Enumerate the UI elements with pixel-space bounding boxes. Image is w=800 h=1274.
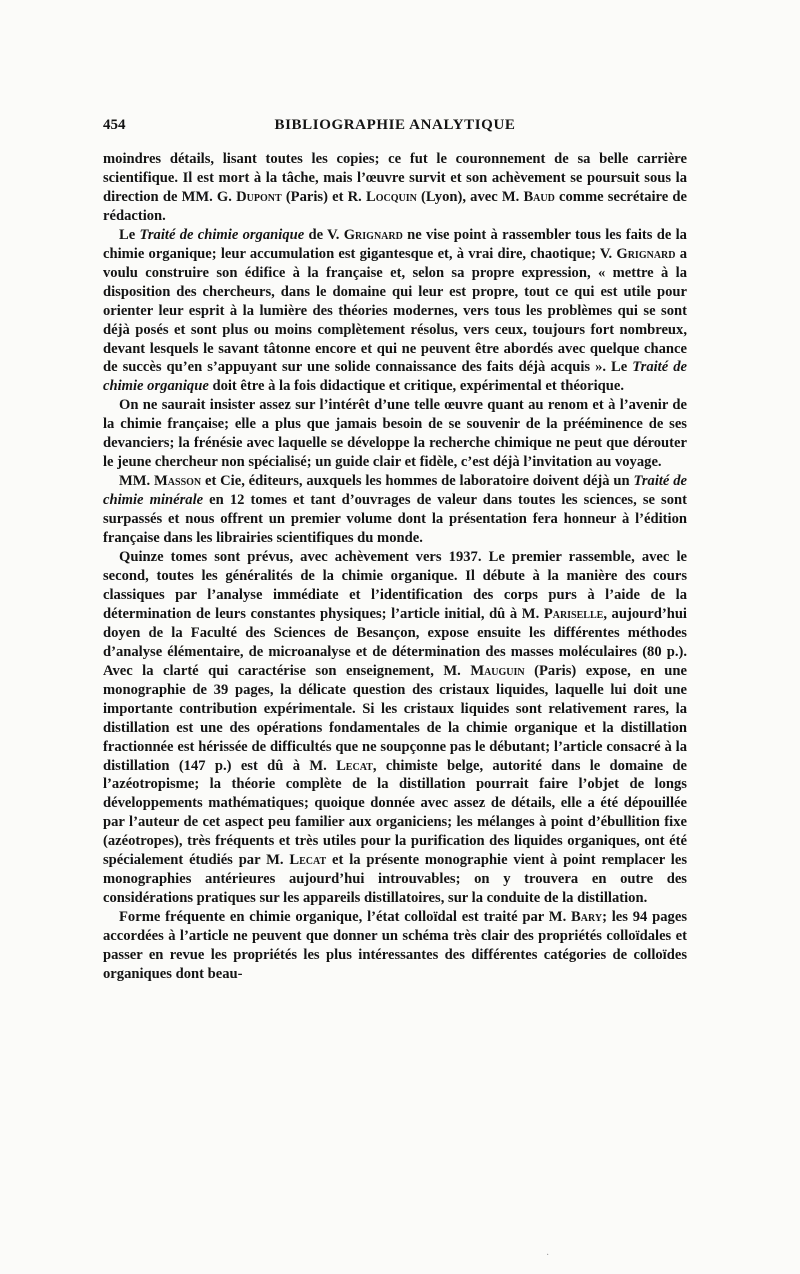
text-run: , chimiste belge, autorité dans le domaine de l’azéotropisme; la théorie complète de la distillation pourrait faire l’objet de longs développements mathématiques; quoique donnée avec assez de détails, elle a été dépouillée par l’auteur de cet aspect peu familier aux organiciens; les mélanges à point d’ébullition fixe (azéotropes), très fréquents et très utiles pour la purification des liquides organiques, ont été spécialement étudiés par M. bbox=[103, 757, 687, 869]
text-run: (Paris) et R. bbox=[281, 188, 366, 205]
book-title: Traité de chimie organique bbox=[139, 226, 305, 243]
author-name: Locquin bbox=[365, 188, 417, 205]
text-run: MM. bbox=[119, 473, 155, 490]
body-text bbox=[103, 150, 687, 984]
paragraph bbox=[103, 472, 687, 548]
book-title: Traité de chimie minérale bbox=[103, 473, 687, 509]
text-run: On ne saurait insister assez sur l’intérêt d’une telle œuvre quant au renom et à l’avenir de la chimie française; elle a plus que jamais besoin de se souvenir de la prééminence de ses devanciers; la frénésie avec laquelle se développe la recherche chimique ne peut que dérouter le jeune chercheur non spécialisé; un guide clair et fidèle, c’est déjà l’invitation au voyage. bbox=[103, 397, 687, 471]
text-run: a voulu construire son édifice à la française et, selon sa propre expression, « mettre à la disposition des chercheurs, dans le domaine qui leur est propre, tout ce qui est utile pour orienter leur esprit à la lumière des théories modernes, vers tous les problèmes qui se sont déjà posés et sont plus ou moins complètement résolus, vers ceux, toujours fort nombreux, devant lesquels le savant tâtonne encore et qui ne peuvent être abordés avec quelque chance de succès qu’en s’appuyant sur une solide connaissance des faits déjà acquis ». Le bbox=[103, 245, 687, 376]
author-name: Bary bbox=[571, 909, 603, 926]
scan-speck: · bbox=[546, 1250, 550, 1261]
page-number: 454 bbox=[103, 117, 126, 133]
text-run: Quinze tomes sont prévus, avec achèvement vers 1937. Le premier rassemble, avec le second, toutes les généralités de la chimie organique. Il débute à la manière des cours classiques par l’analyse immédiate et l’identification des corps purs à l’aide de la détermination de leurs constantes physiques; l’article initial, dû à M. bbox=[103, 549, 687, 622]
author-name: Masson bbox=[154, 473, 202, 490]
author-name: Dupont bbox=[236, 188, 282, 205]
text-run: de V. bbox=[304, 226, 344, 243]
paragraph bbox=[103, 548, 687, 908]
text-run: , aujourd’hui doyen de la Faculté des Sciences de Besançon, expose ensuite les différentes méthodes d’analyse élémentaire, de microanalyse et de détermination des masses moléculaires (80 p.). Avec la clarté qui caractérise son enseignement, M. bbox=[103, 605, 687, 679]
text-run: Forme fréquente en chimie organique, l’état colloïdal est traité par M. bbox=[119, 909, 572, 926]
text-run: Le bbox=[119, 226, 140, 243]
book-title: Traité de chimie organique bbox=[103, 359, 687, 395]
text-run: et la présente monographie vient à point remplacer les monographies antérieures aujourd’hui introuvables; on y trouvera en outre des considérations pratiques sur les appareils distillatoires, sur la conduite de la distillation. bbox=[103, 852, 687, 907]
text-run: ne vise point à rassembler tous les faits de la chimie organique; leur accumulation est gigantesque et, à vrai dire, chaotique; V. bbox=[103, 226, 687, 262]
text-run: et Cie, éditeurs, auxquels les hommes de laboratoire doivent déjà un bbox=[201, 473, 634, 490]
page-header bbox=[103, 117, 687, 139]
author-name: Grignard bbox=[616, 245, 676, 262]
text-run: doit être à la fois didactique et critique, expérimental et théorique. bbox=[208, 378, 624, 395]
paragraph bbox=[103, 396, 687, 472]
paragraph bbox=[103, 226, 687, 397]
author-name: Mauguin bbox=[470, 662, 525, 679]
author-name: Lecat bbox=[336, 757, 373, 774]
text-run: ; les 94 pages accordées à l’article ne peuvent que donner un schéma très clair des propriétés colloïdales et passer en revue les propriétés les plus intéressantes des différentes catégories de colloïdes organiques dont beau- bbox=[103, 909, 687, 982]
author-name: Grignard bbox=[343, 226, 403, 243]
text-run: (Lyon), avec M. bbox=[416, 188, 524, 205]
author-name: Lecat bbox=[289, 852, 327, 869]
text-run: en 12 tomes et tant d’ouvrages de valeur dans toutes les sciences, se sont surpassés et nous offrent un premier volume dont la présentation fera honneur à l’édition française dans les librairies scientifiques du monde. bbox=[103, 492, 687, 547]
text-run: comme secrétaire de rédaction. bbox=[103, 188, 687, 224]
author-name: Pariselle bbox=[543, 605, 604, 622]
paragraph bbox=[103, 150, 687, 226]
text-run: (Paris) expose, en une monographie de 39 pages, la délicate question des cristaux liquides, laquelle lui doit une importante contribution expérimentale. Si les cristaux liquides sont relativement rares, la distillation est une des opérations fondamentales de la chimie organique et la distillation fractionnée est hérissée de difficultés que ne soupçonne pas le débutant; l’article consacré à la distillation (147 p.) est dû à M. bbox=[103, 662, 687, 774]
running-title: BIBLIOGRAPHIE ANALYTIQUE bbox=[274, 117, 516, 133]
author-name: Baud bbox=[523, 188, 555, 205]
text-run: moindres détails, lisant toutes les copies; ce fut le couronnement de sa belle carrière scientifique. Il est mort à la tâche, mais l’œuvre survit et son achèvement se poursuit sous la direction de MM. G. bbox=[103, 151, 687, 205]
paragraph bbox=[103, 908, 687, 984]
